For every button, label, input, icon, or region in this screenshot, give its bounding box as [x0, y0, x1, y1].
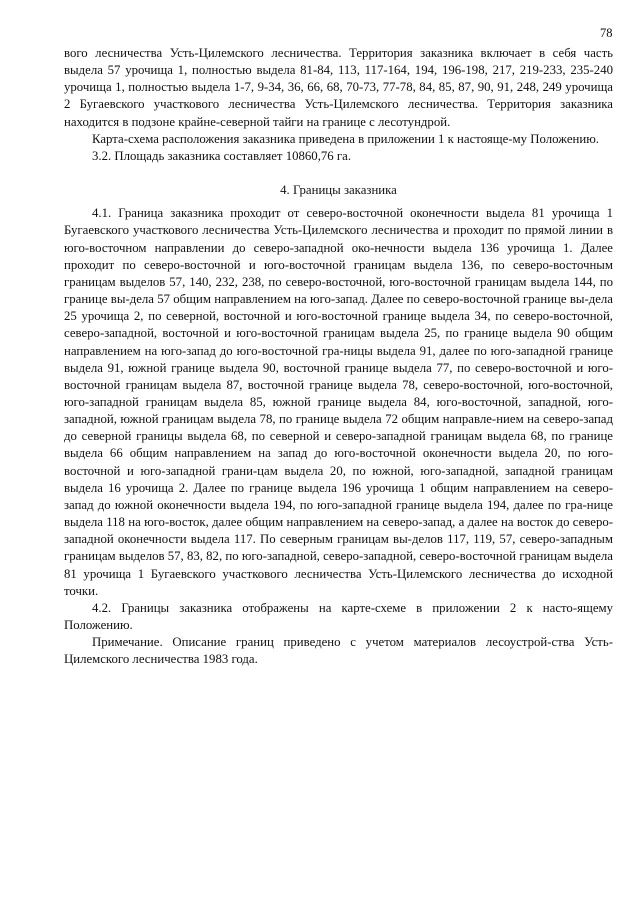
map-reference-paragraph: Карта-схема расположения заказника приведена в приложении 1 к настояще-му Положению. — [92, 131, 599, 146]
boundary-description-paragraph: 4.1. Граница заказника проходит от северо-восточной оконечности выдела 81 урочища 1 Бугаевского участкового лесничества Усть-Цилемского лесничества и проходит по прямой линии в юго-восточном направлении до северо-западной око-нечности выдела 136 урочища 1. Далее проходит по северо-восточной и юго-восточной границам выдела 136, по северо-восточным границам выделов 57, 140, 232, 238, по северо-восточной, юго-восточной границам выдела 144, по границе вы-дела 57 общим направлением на юго-запад. Далее по северо-восточной границе вы-дела 25 урочища 2, по северной, восточной и юго-восточной границе выдела 34, по северо-восточной, северо-западной, восточной и юго-восточной границам выдела 25, по границе выдела 90 общим направлением на юго-запад до юго-восточной гра-ницы выдела 91, далее по юго-западной границе выдела 91, южной границе выдела 90, восточной границе выдела 77, по северо-восточной и юго-восточной границам выдела 87, восточной границе выдела 78, северо-восточной, юго-восточной, юго-западной границам выдела 85, южной границе выдела 84, юго-восточной, западной, юго-западной, южной границам выдела 78, по границе выдела 72 общим направле-нием на северо-запад до северной границы выдела 68, по северной и северо-западной границам выдела 68, по границе выдела 66 общим направлением на запад до юго-восточной оконечности выдела 20, по юго-восточной и юго-западной грани-цам выдела 20, по южной, юго-западной, западной границам выдела 16 урочища 2. Далее по границе выдела 196 урочища 1 общим направлением на северо-запад до южной оконечности выдела 194, по юго-западной границе выдела 194, далее по гра-нице выдела 118 на юго-восток, далее общим направлением на северо-запад, а далее на восток до северо-западной оконечности выдела 117. По северным границам вы-делов 117, 119, 57, северо-западным границам выделов 57, 83, 82, по юго-западной, северо-западной, северо-восточной границам выдела 81 урочища 1 Бугаевского участкового лесничества Усть-Цилемского лесничества до исходной точки. — [64, 206, 613, 598]
section-title: 4. Границы заказника — [280, 183, 397, 198]
document-body — [64, 45, 613, 668]
page-number: 78 — [600, 26, 613, 40]
note-paragraph: Примечание. Описание границ приведено с учетом материалов лесоустрой-ства Усть-Цилемского лесничества 1983 года. — [64, 635, 613, 667]
intro-paragraph: вого лесничества Усть-Цилемского лесничества. Территория заказника включает в себя часть выдела 57 урочища 1, полностью выдела 81-84, 113, 117-164, 194, 196-198, 217, 219-233, 235-240 урочища 1, полностью выдела 1-7, 9-34, 36, 66, 68, 70-73, 77-78, 84, 85, 87, 90, 91, 248, 249 урочища 2 Бугаевского участкового лесничества Усть-Цилемского лесничества. Территория заказника находится в подзоне крайне-северной тайги на границе с лесотундрой. — [64, 46, 613, 129]
boundary-map-paragraph: 4.2. Границы заказника отображены на карте-схеме в приложении 2 к насто-ящему Положению. — [64, 600, 613, 632]
area-paragraph: 3.2. Площадь заказника составляет 10860,76 га. — [92, 148, 352, 163]
